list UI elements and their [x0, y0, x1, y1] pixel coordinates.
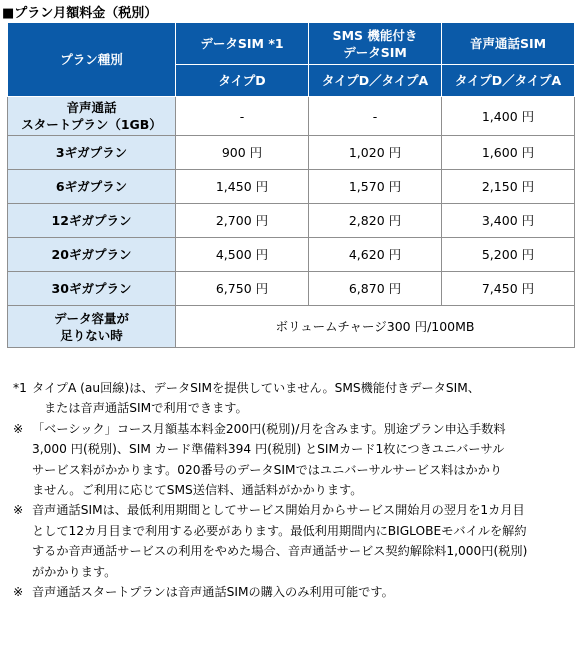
plan-type-header: プラン種別 [8, 23, 176, 97]
price-cell: - [176, 97, 309, 136]
note-line: 「ベーシック」コース月額基本料金200円(税別)/月を含みます。別途プラン申込手数料 [32, 421, 506, 436]
note-line: 音声通話SIMは、最低利用期間としてサービス開始月からサービス開始月の翌月を1カ月目 [32, 503, 525, 518]
row-label: 30ギガプラン [8, 272, 176, 306]
note-mark: ※ [13, 503, 24, 518]
sms-data-sim-header [309, 23, 442, 65]
price-cell: 4,500 円 [176, 238, 309, 272]
shortage-row [8, 306, 575, 348]
row-label: 3ギガプラン [8, 136, 176, 170]
note-line: ません。ご利用に応じてSMS送信料、通話料がかかります。 [32, 483, 363, 498]
volume-charge-cell: ボリュームチャージ300 円/100MB [176, 306, 575, 348]
row-label: 20ギガプラン [8, 238, 176, 272]
shortage-label [8, 306, 176, 348]
note-minimum-period [0, 500, 580, 582]
row-label-line2: スタートプラン（1GB） [21, 117, 162, 132]
plan-price-table [7, 22, 575, 348]
note-line: がかかります。 [32, 564, 117, 579]
table-row [8, 97, 575, 136]
note-mark: ※ [13, 585, 24, 600]
table-header-row [8, 23, 575, 65]
price-cell: 2,820 円 [309, 204, 442, 238]
note-line: するか音声通話サービスの利用をやめた場合、音声通話サービス契約解除料1,000円(税別) [32, 544, 528, 559]
note-footnote-1 [0, 378, 580, 419]
note-basic-fee [0, 419, 580, 501]
table-row [8, 136, 575, 170]
sms-data-sim-header-line2: データSIM [343, 44, 407, 60]
price-cell: 5,200 円 [442, 238, 575, 272]
price-cell: 1,570 円 [309, 170, 442, 204]
row-label-line1: 音声通話 [66, 100, 117, 115]
shortage-label-line2: 足りない時 [60, 327, 123, 343]
price-cell: 3,400 円 [442, 204, 575, 238]
price-cell: 2,700 円 [176, 204, 309, 238]
price-cell: 4,620 円 [309, 238, 442, 272]
data-sim-header: データSIM *1 [176, 23, 309, 65]
table-row [8, 238, 575, 272]
voice-sim-type: タイプD／タイプA [442, 65, 575, 97]
note-mark: ※ [13, 421, 24, 436]
row-label [8, 97, 176, 136]
table-row [8, 170, 575, 204]
data-sim-type: タイプD [176, 65, 309, 97]
price-cell: 1,020 円 [309, 136, 442, 170]
shortage-label-line1: データ容量が [53, 310, 129, 326]
note-line: タイプA (au回線)は、データSIMを提供していません。SMS機能付きデータSIM、 [32, 381, 480, 395]
voice-sim-header: 音声通話SIM [442, 23, 575, 65]
price-cell: 6,870 円 [309, 272, 442, 306]
price-cell: 900 円 [176, 136, 309, 170]
row-label: 12ギガプラン [8, 204, 176, 238]
note-line: 音声通話スタートプランは音声通話SIMの購入のみ利用可能です。 [32, 585, 394, 600]
price-cell: 2,150 円 [442, 170, 575, 204]
price-cell: - [309, 97, 442, 136]
price-cell: 1,600 円 [442, 136, 575, 170]
row-label: 6ギガプラン [8, 170, 176, 204]
sms-data-sim-type: タイプD／タイプA [309, 65, 442, 97]
note-mark: *1 [13, 381, 27, 395]
notes [0, 378, 580, 602]
sms-data-sim-header-line1: SMS 機能付き [332, 27, 418, 43]
page-title: ■プラン月額料金（税別） [2, 6, 158, 21]
note-line: サービス料がかかります。020番号のデータSIMではユニバーサルサービス料はかかり [32, 462, 503, 477]
note-start-plan [0, 582, 580, 602]
price-cell: 7,450 円 [442, 272, 575, 306]
table-row [8, 204, 575, 238]
note-line: 3,000 円(税別)、SIM カード準備料394 円(税別) とSIMカード1枚につきユニバーサル [32, 442, 505, 457]
table-row [8, 272, 575, 306]
price-cell: 1,400 円 [442, 97, 575, 136]
note-line: または音声通話SIMで利用できます。 [44, 401, 248, 416]
price-cell: 1,450 円 [176, 170, 309, 204]
price-cell: 6,750 円 [176, 272, 309, 306]
note-line: として12カ月目まで利用する必要があります。最低利用期間内にBIGLOBEモバイルを解約 [32, 523, 527, 538]
